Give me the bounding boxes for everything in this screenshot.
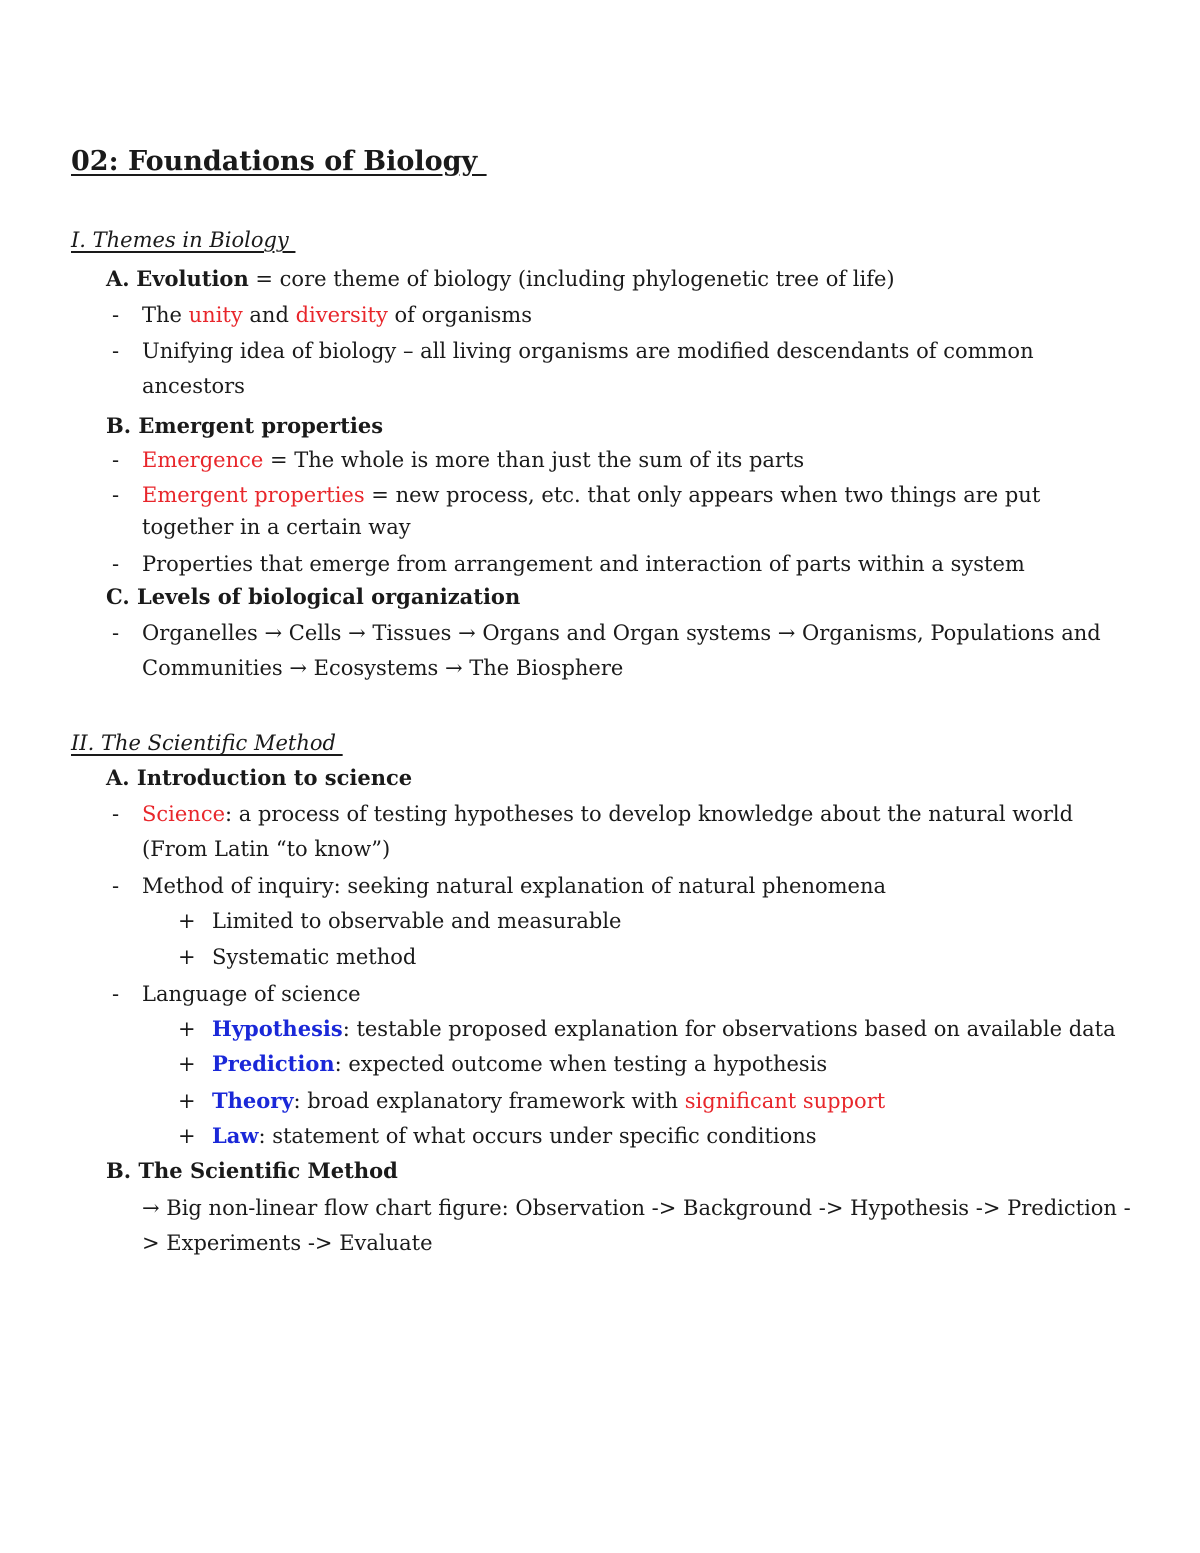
bullet-plus: + bbox=[178, 945, 196, 969]
subsection-label: A. bbox=[106, 266, 130, 291]
term-science: Science bbox=[142, 802, 226, 826]
text-span: of organisms bbox=[387, 303, 532, 327]
sub-item-prediction bbox=[212, 1050, 827, 1078]
term-emergent-properties: Emergent properties bbox=[142, 483, 365, 507]
bullet-plus: + bbox=[178, 1017, 196, 1041]
bullet-dash: - bbox=[112, 982, 120, 1006]
bullet-plus: + bbox=[178, 909, 196, 933]
bullet-plus: + bbox=[178, 1089, 196, 1113]
term-unity: unity bbox=[188, 303, 243, 327]
subsection-a-intro-science: A. Introduction to science bbox=[106, 765, 413, 790]
text-span: = new process, etc. that only appears when two things are put bbox=[364, 483, 1041, 507]
bullet-dash: - bbox=[112, 448, 120, 472]
term-emergence: Emergence bbox=[142, 448, 264, 472]
subsection-b-emergent: B. Emergent properties bbox=[106, 413, 384, 438]
list-item-levels-chain: Organelles → Cells → Tissues → Organs and Organ systems → Organisms, Populations and bbox=[142, 621, 1101, 645]
text-span: The bbox=[142, 303, 189, 327]
sub-item-systematic: Systematic method bbox=[212, 945, 417, 969]
list-item-method-inquiry: Method of inquiry: seeking natural explanation of natural phenomena bbox=[142, 874, 886, 898]
bullet-plus: + bbox=[178, 1124, 196, 1148]
list-item-properties-emerge: Properties that emerge from arrangement and interaction of parts within a system bbox=[142, 552, 1025, 576]
sub-item-hypothesis bbox=[212, 1015, 1116, 1043]
sub-item-theory bbox=[212, 1087, 885, 1115]
text-span: = The whole is more than just the sum of its parts bbox=[263, 448, 805, 472]
bullet-dash: - bbox=[112, 339, 120, 363]
text-span: and bbox=[242, 303, 296, 327]
subsection-b-scientific-method: B. The Scientific Method bbox=[106, 1158, 398, 1183]
sub-item-observable: Limited to observable and measurable bbox=[212, 909, 622, 933]
section-heading-scientific-method: II. The Scientific Method bbox=[71, 731, 343, 755]
bullet-dash: - bbox=[112, 874, 120, 898]
flow-chart-description: → Big non-linear flow chart figure: Observation -> Background -> Hypothesis -> Prediction - bbox=[142, 1196, 1131, 1220]
term-law: Law bbox=[212, 1123, 259, 1148]
bullet-plus: + bbox=[178, 1052, 196, 1076]
list-item-emergence bbox=[142, 446, 804, 474]
term-significant-support: significant support bbox=[684, 1089, 886, 1113]
term-hypothesis: Hypothesis bbox=[212, 1016, 343, 1041]
term-evolution: Evolution bbox=[136, 266, 249, 291]
subsection-c-levels: C. Levels of biological organization bbox=[106, 584, 521, 609]
flow-chart-continuation: > Experiments -> Evaluate bbox=[142, 1231, 433, 1255]
bullet-dash: - bbox=[112, 303, 120, 327]
list-item-unity-diversity bbox=[142, 301, 532, 329]
term-theory: Theory bbox=[212, 1088, 294, 1113]
list-item-unifying-idea: Unifying idea of biology – all living organisms are modified descendants of common bbox=[142, 339, 1034, 363]
list-item-continuation: ancestors bbox=[142, 374, 245, 398]
list-item-emergent-properties bbox=[142, 481, 1040, 509]
section-heading-themes: I. Themes in Biology bbox=[71, 228, 296, 252]
text-span: : expected outcome when testing a hypothesis bbox=[334, 1052, 828, 1076]
list-item-continuation: together in a certain way bbox=[142, 515, 411, 539]
bullet-dash: - bbox=[112, 552, 120, 576]
text-span: : testable proposed explanation for observations based on available data bbox=[342, 1017, 1116, 1041]
bullet-dash: - bbox=[112, 483, 120, 507]
term-diversity: diversity bbox=[295, 303, 388, 327]
list-item-continuation: Communities → Ecosystems → The Biosphere bbox=[142, 656, 624, 680]
text-span: : statement of what occurs under specific conditions bbox=[258, 1124, 817, 1148]
bullet-dash: - bbox=[112, 621, 120, 645]
page-title: 02: Foundations of Biology bbox=[71, 146, 487, 177]
subsection-a-evolution bbox=[106, 265, 895, 293]
list-item-continuation: (From Latin “to know”) bbox=[142, 837, 391, 861]
bullet-dash: - bbox=[112, 802, 120, 826]
list-item-language-science: Language of science bbox=[142, 982, 361, 1006]
evolution-definition: = core theme of biology (including phylogenetic tree of life) bbox=[248, 267, 895, 291]
list-item-science bbox=[142, 800, 1073, 828]
text-span: : a process of testing hypotheses to develop knowledge about the natural world bbox=[225, 802, 1074, 826]
term-prediction: Prediction bbox=[212, 1051, 335, 1076]
text-span: : broad explanatory framework with bbox=[293, 1089, 685, 1113]
sub-item-law bbox=[212, 1122, 817, 1150]
